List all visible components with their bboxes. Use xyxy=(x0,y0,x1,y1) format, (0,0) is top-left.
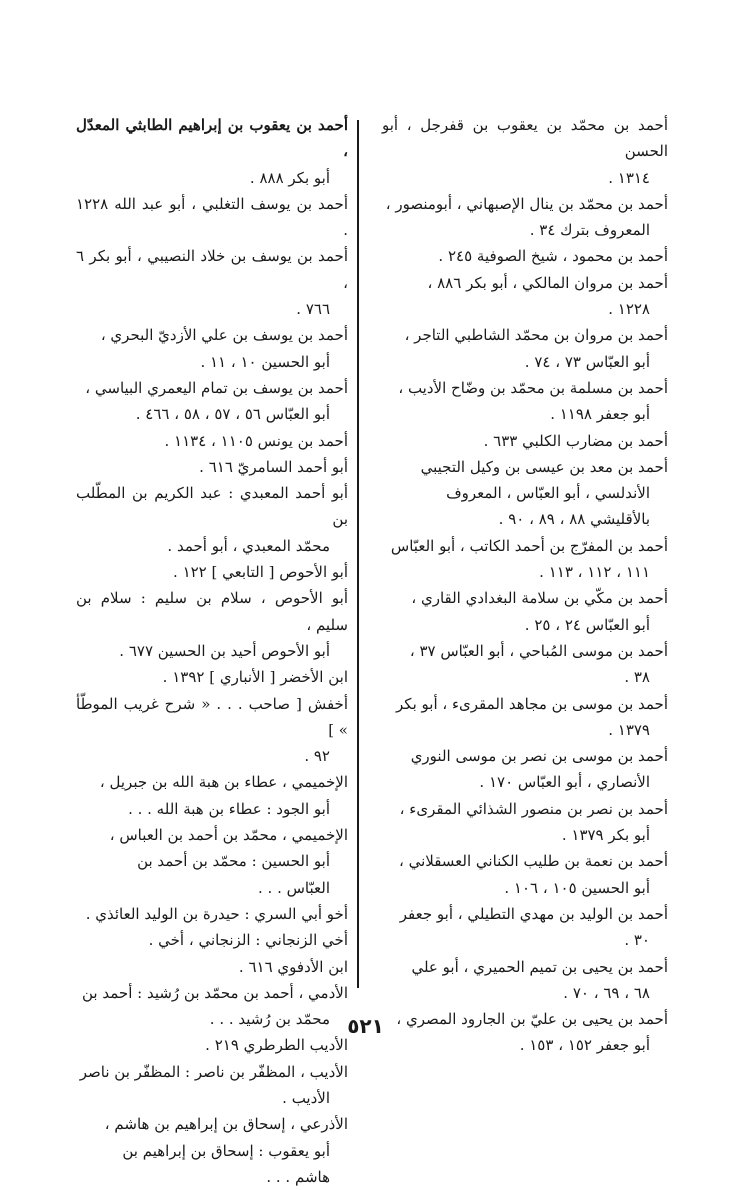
entry-line: ابن الأخضر [ الأنباري ] ١٣٩٢ . xyxy=(162,668,348,687)
entry-line: أحمد بن مروان المالكي ، أبو بكر ٨٨٦ ، xyxy=(427,273,668,292)
entry-line: أحمد بن يوسف بن تمام اليعمري البياسي ، xyxy=(85,378,348,397)
entry-line: أحمد بن محمّد بن ينال الإصبهاني ، أبومنصور ، xyxy=(385,194,668,213)
index-entry xyxy=(76,322,348,375)
entry-continuation: ٦٨ ، ٦٩ ، ٧٠ . xyxy=(563,983,650,1002)
entry-continuation: أبو العبّاس ٧٣ ، ٧٤ . xyxy=(524,352,650,371)
index-entry xyxy=(382,375,668,428)
entry-line: أحمد بن نصر بن منصور الشذائي المقرىء ، xyxy=(399,799,668,818)
index-entry xyxy=(382,533,668,586)
entry-line: أحمد بن يحيى بن عليّ بن الجارود المصري ، xyxy=(396,1010,668,1029)
index-entry xyxy=(382,322,668,375)
entry-continuation: الأنصاري ، أبو العبّاس ١٧٠ . xyxy=(479,773,650,792)
entry-continuation: ٣٨ . xyxy=(624,668,650,687)
index-entry xyxy=(382,243,668,269)
entry-continuation: ١٣٧٩ . xyxy=(608,720,650,739)
entry-continuation: أبو جعفر ١١٩٨ . xyxy=(550,405,650,424)
index-entry xyxy=(76,927,348,953)
index-entry xyxy=(382,112,668,191)
entry-line: الأديب الطرطري ٢١٩ . xyxy=(205,1036,348,1055)
index-entry xyxy=(382,796,668,849)
index-entry xyxy=(382,191,668,244)
entry-line: أحمد بن الوليد بن مهدي التطيلي ، أبو جعفر xyxy=(399,904,668,923)
entry-continuation: ٣٠ . xyxy=(624,931,650,950)
entry-line: الإخميمي ، محمّد بن أحمد بن العباس ، xyxy=(109,826,348,845)
index-entry xyxy=(382,454,668,533)
index-entry xyxy=(382,585,668,638)
index-entry xyxy=(76,454,348,480)
entry-continuation: أبو بكر ١٣٧٩ . xyxy=(561,826,650,845)
entry-line: أبو أحمد السامريّ ٦١٦ . xyxy=(199,457,348,476)
entry-continuation: أبو العبّاس ٥٦ ، ٥٧ ، ٥٨ ، ٤٦٦ . xyxy=(135,405,330,424)
index-entry xyxy=(382,901,668,954)
index-entry xyxy=(382,848,668,901)
entry-continuation: أبو جعفر ١٥٢ ، ١٥٣ . xyxy=(519,1036,650,1055)
entry-continuation: الأندلسي ، أبو العبّاس ، المعروف xyxy=(446,484,650,503)
index-entry xyxy=(76,822,348,901)
entry-continuation: هاشم . . . xyxy=(266,1167,330,1186)
index-entry xyxy=(76,428,348,454)
index-entry xyxy=(382,638,668,691)
entry-line: أحمد بن يوسف بن خلاد النصيبي ، أبو بكر ٦ ، xyxy=(76,247,348,292)
index-entry xyxy=(76,901,348,927)
entry-continuation: بالأقليشي ٨٨ ، ٨٩ ، ٩٠ . xyxy=(498,510,650,529)
index-entry xyxy=(76,691,348,770)
entry-line: أحمد بن موسى بن نصر بن موسى النوري xyxy=(410,747,668,766)
entry-continuation: أبو بكر ٨٨٨ . xyxy=(249,168,330,187)
entry-line: ابن الأدفوي ٦١٦ . xyxy=(238,957,348,976)
entry-line: أحمد بن يونس ١١٠٥ ، ١١٣٤ . xyxy=(164,431,348,450)
entry-continuation: أبو الأحوص أحيد بن الحسين ٦٧٧ . xyxy=(119,641,330,660)
entry-continuation: العبّاس . . . xyxy=(258,878,330,897)
entry-line: أحمد بن مضارب الكلبي ٦٣٣ . xyxy=(483,431,668,450)
index-entry xyxy=(76,243,348,322)
entry-continuation: ٧٦٦ . xyxy=(296,300,330,319)
entry-line: أحمد بن محمود ، شيخ الصوفية ٢٤٥ . xyxy=(438,247,668,266)
entry-line: أبو الأحوص ، سلام بن سليم : سلام بن سليم ، xyxy=(76,589,348,634)
index-entry xyxy=(76,1111,348,1190)
entry-line: الأديب ، المظفّر بن ناصر : المظفّر بن ناصر xyxy=(79,1062,348,1081)
entry-line: أحمد بن موسى المُباحي ، أبو العبّاس ٣٧ ، xyxy=(409,641,668,660)
entry-line: أحمد بن مروان بن محمّد الشاطبي التاجر ، xyxy=(404,326,668,345)
index-entry xyxy=(76,1059,348,1112)
entry-continuation: أبو الحسين ١٠ ، ١١ . xyxy=(200,352,330,371)
entry-continuation: المعروف بترك ٣٤ . xyxy=(529,221,650,240)
entry-line: أبو أحمد المعبدي : عبد الكريم بن المطّلب بن xyxy=(76,484,348,529)
entry-continuation: أبو الجود : عطاء بن هبة الله . . . xyxy=(128,799,330,818)
entry-line: أحمد بن مكّي بن سلامة البغدادي القاري ، xyxy=(411,589,668,608)
entry-line: أحمد بن يوسف التغلبي ، أبو عبد الله ١٢٢٨ . xyxy=(76,194,348,240)
entry-line: أحمد بن يحيى بن تميم الحميري ، أبو علي xyxy=(411,957,668,976)
index-entry xyxy=(76,954,348,980)
entry-line: أخو أبي السري : حيدرة بن الوليد العائذي . xyxy=(85,904,348,923)
index-entry xyxy=(76,480,348,559)
index-entry xyxy=(382,954,668,1007)
entry-line: أبو الأحوص [ التابعي ] ١٢٢ . xyxy=(173,563,348,582)
entry-line: أحمد بن يعقوب بن إبراهيم الطابثي المعدّل ، xyxy=(76,116,348,161)
index-entry xyxy=(382,270,668,323)
entry-line: أحمد بن المفرّج بن أحمد الكاتب ، أبو العبّاس xyxy=(390,536,668,555)
index-entry xyxy=(382,691,668,744)
index-entry xyxy=(76,559,348,585)
index-entry xyxy=(382,743,668,796)
entry-line: أحمد بن محمّد بن يعقوب بن قفرجل ، أبو الحسن xyxy=(382,116,668,161)
entry-line: أخفش [ صاحب . . . « شرح غريب الموطّأ » ] xyxy=(76,694,348,739)
index-entry xyxy=(76,191,348,244)
entry-line: أخي الزنجاني : الزنجاني ، أخي . xyxy=(148,931,348,950)
index-entry xyxy=(382,428,668,454)
entry-continuation: أبو العبّاس ٢٤ ، ٢٥ . xyxy=(524,615,650,634)
index-entry xyxy=(76,375,348,428)
page-number: ٥٢١ xyxy=(347,1014,384,1038)
index-column-right xyxy=(382,112,668,1059)
entry-line: أحمد بن مسلمة بن محمّد بن وضّاح الأديب ، xyxy=(398,378,668,397)
entry-line: الأذرعي ، إسحاق بن إبراهيم بن هاشم ، xyxy=(104,1115,348,1134)
entry-line: أحمد بن معد بن عيسى بن وكيل التجيبي xyxy=(420,457,668,476)
entry-continuation: أبو الحسين : محمّد بن أحمد بن xyxy=(137,852,330,871)
index-entry xyxy=(76,664,348,690)
entry-continuation: ٩٢ . xyxy=(304,747,330,766)
entry-continuation: الأديب . xyxy=(282,1088,330,1107)
entry-continuation: محمّد بن رُشيد . . . xyxy=(209,1010,330,1029)
index-entry xyxy=(76,585,348,664)
entry-line: أحمد بن موسى بن مجاهد المقرىء ، أبو بكر xyxy=(396,694,668,713)
entry-line: الإخميمي ، عطاء بن هبة الله بن جبريل ، xyxy=(99,773,348,792)
column-divider xyxy=(357,120,359,988)
entry-line: أحمد بن نعمة بن طليب الكناني العسقلاني ، xyxy=(398,852,668,871)
entry-continuation: محمّد المعبدي ، أبو أحمد . xyxy=(167,536,330,555)
entry-continuation: أبو يعقوب : إسحاق بن إبراهيم بن xyxy=(122,1141,330,1160)
entry-line: الأدمي ، أحمد بن محمّد بن رُشيد : أحمد بن xyxy=(82,983,348,1002)
entry-continuation: ١٣١٤ . xyxy=(608,168,650,187)
entry-continuation: ١٢٢٨ . xyxy=(608,300,650,319)
index-entry xyxy=(76,769,348,822)
index-entry xyxy=(76,112,348,191)
entry-line: أحمد بن يوسف بن علي الأزديّ البحري ، xyxy=(100,326,348,345)
entry-continuation: أبو الحسين ١٠٥ ، ١٠٦ . xyxy=(504,878,650,897)
entry-continuation: ١١١ ، ١١٢ ، ١١٣ . xyxy=(539,563,650,582)
